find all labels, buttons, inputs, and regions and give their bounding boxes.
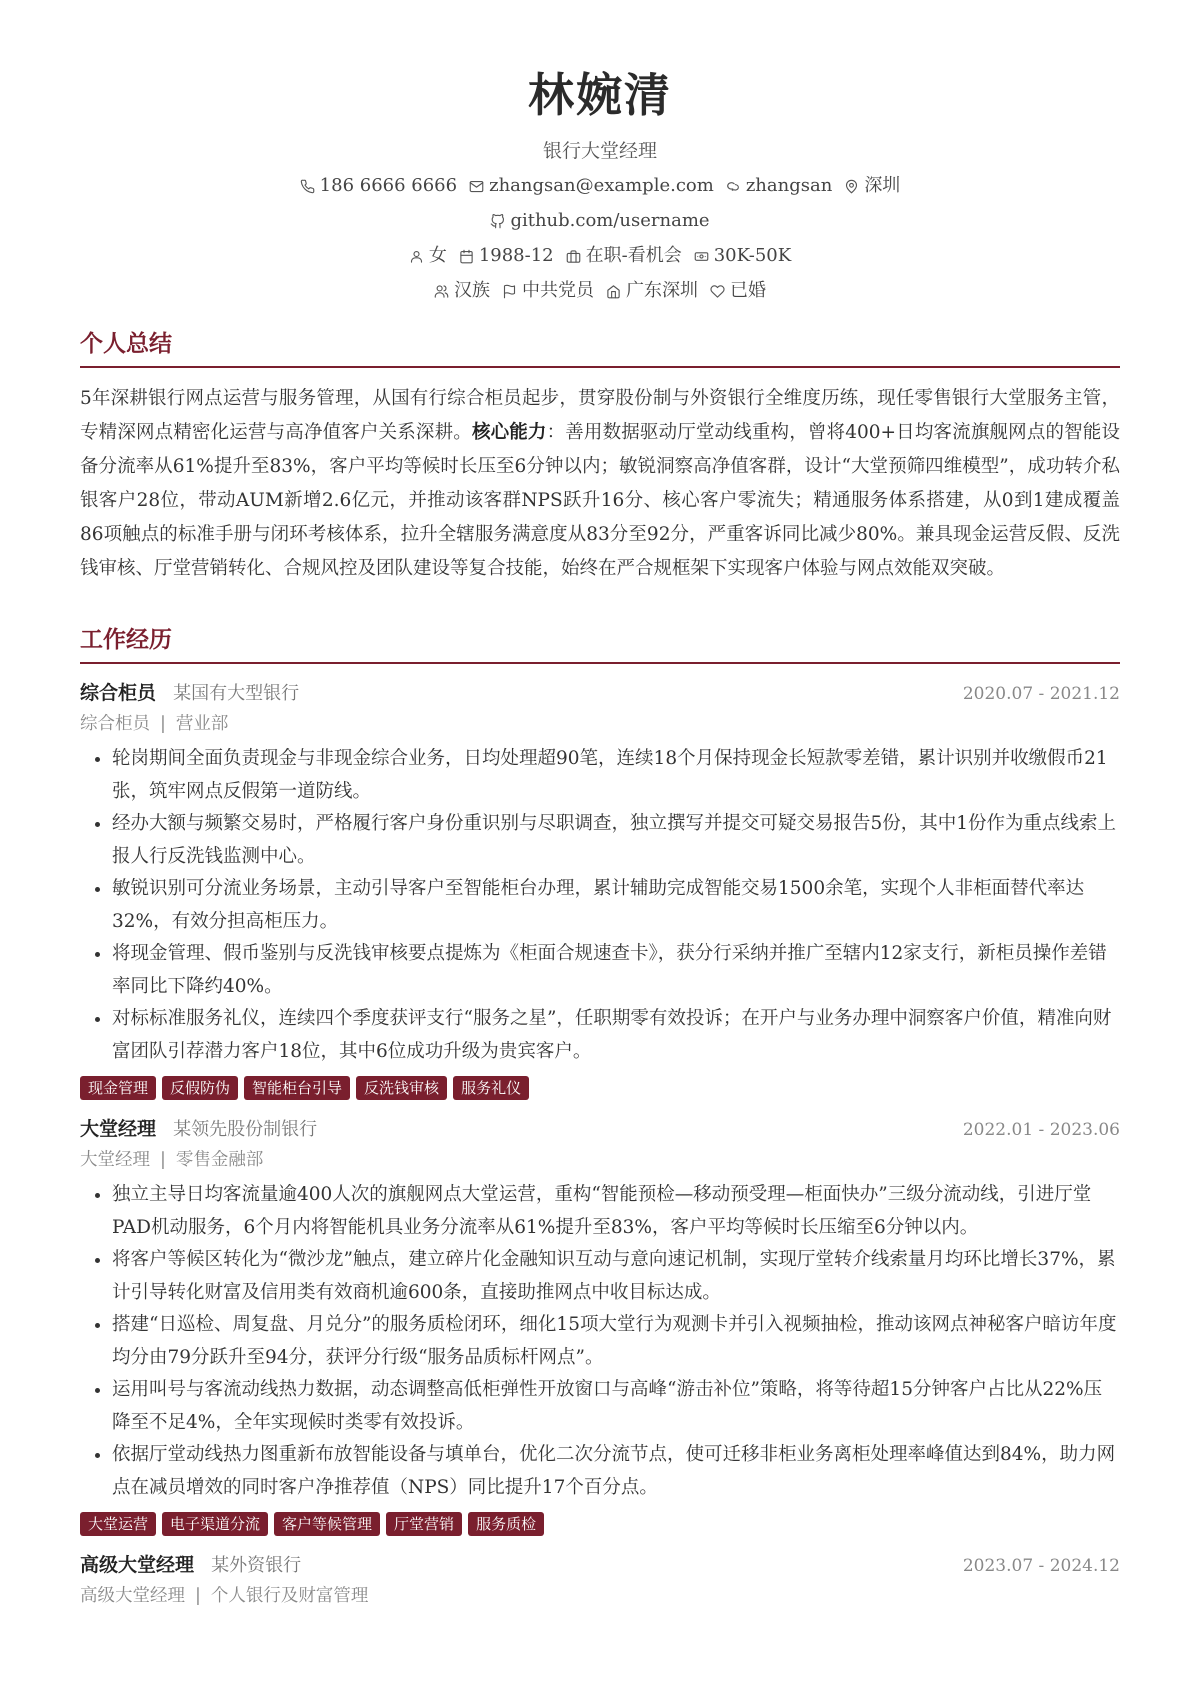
job-bullet: • 依据厅堂动线热力图重新布放智能设备与填单台，优化二次分流节点，使可迁移非柜业务离柜处理率峰值达到84%，助力网点在减员增效的同时客户净推荐值（NPS）同比提升17个百分点。	[112, 1439, 1120, 1504]
job-bullet: • 轮岗期间全面负责现金与非现金综合业务，日均处理超90笔，连续18个月保持现金长短款零差错，累计识别并收缴假币21张，筑牢网点反假第一道防线。	[112, 743, 1120, 808]
job-bullets	[80, 1179, 1120, 1504]
wechat-item[interactable]	[726, 173, 832, 199]
phone-item[interactable]	[300, 173, 457, 199]
skill-tag: 厅堂营销	[386, 1512, 462, 1536]
job-subline	[80, 709, 1120, 739]
email-text: zhangsan@example.com	[489, 175, 714, 196]
summary-section	[80, 328, 1120, 586]
job-company: 某领先股份制银行	[173, 1119, 318, 1140]
email-item[interactable]	[469, 173, 714, 199]
job-role: 综合柜员	[80, 682, 157, 704]
skill-tag: 智能柜台引导	[244, 1076, 350, 1100]
location-item	[844, 173, 900, 199]
job-header	[80, 678, 1120, 709]
status-text: 在职-看机会	[585, 245, 682, 266]
calendar-icon	[459, 249, 474, 264]
status-item	[566, 243, 682, 269]
gender-text: 女	[428, 245, 447, 266]
job-subline	[80, 1581, 1120, 1611]
skill-tag: 反洗钱审核	[356, 1076, 447, 1100]
job-bullet: • 将现金管理、假币鉴别与反洗钱审核要点提炼为《柜面合规速查卡》，获分行采纳并推广至辖内12家支行，新柜员操作差错率同比下降约40%。	[112, 938, 1120, 1003]
job-role: 高级大堂经理	[80, 1554, 195, 1576]
ethnicity-text: 汉族	[454, 280, 490, 301]
phone-text: 186 6666 6666	[319, 175, 458, 196]
skill-tag: 电子渠道分流	[162, 1512, 268, 1536]
user-icon	[409, 249, 424, 264]
summary-bold-label: 核心能力	[471, 422, 547, 443]
job-bullet: • 搭建“日巡检、周复盘、月兑分”的服务质检闭环，细化15项大堂行为观测卡并引入视频抽检，推动该网点神秘客户暗访年度均分由79分跃升至94分，获评分行级“服务品质标杆网点”。	[112, 1309, 1120, 1374]
job-department: 零售金融部	[175, 1150, 264, 1170]
job-header	[80, 1114, 1120, 1145]
job-date: 2023.07 - 2024.12	[962, 1556, 1120, 1576]
job-entry	[80, 1114, 1120, 1536]
heart-icon	[710, 284, 725, 299]
skill-tag: 大堂运营	[80, 1512, 156, 1536]
job-bullets	[80, 743, 1120, 1068]
work-section	[80, 624, 1120, 1611]
candidate-name: 林婉清	[528, 68, 672, 122]
skill-tags	[80, 1512, 1120, 1536]
github-text: github.com/username	[510, 210, 710, 231]
summary-part1: 5年深耕银行网点运营与服务管理，从国有行综合柜员起步，贯穿股份制与外资银行全维度历练，现任零售银行大堂服务主管，专精深网点精密化运营与高净值客户关系深耕。	[80, 388, 1120, 443]
gender-item	[409, 243, 447, 269]
job-separator: |	[195, 1586, 201, 1606]
personal-line-1	[80, 243, 1120, 269]
job-role: 大堂经理	[80, 1118, 157, 1140]
job-title: 银行大堂经理	[542, 140, 657, 162]
mail-icon	[469, 179, 484, 194]
contact-line	[80, 173, 1120, 199]
hometown-item	[606, 278, 698, 304]
job-department: 个人银行及财富管理	[210, 1586, 369, 1606]
birth-item	[459, 243, 554, 269]
job-bullet: • 独立主导日均客流量逾400人次的旗舰网点大堂运营，重构“智能预检—移动预受理—柜面快办”三级分流动线，引进厅堂PAD机动服务，6个月内将智能机具业务分流率从61%提升至83%，客户平均等候时长压缩至6分钟以内。	[112, 1179, 1120, 1244]
resume-header	[80, 0, 1120, 304]
wechat-icon	[726, 179, 741, 194]
hometown-text: 广东深圳	[626, 280, 698, 301]
job-company: 某国有大型银行	[173, 683, 300, 704]
job-header	[80, 1550, 1120, 1581]
skill-tag: 服务质检	[468, 1512, 544, 1536]
marital-text: 已婚	[730, 280, 766, 301]
politics-item	[502, 278, 594, 304]
job-position: 高级大堂经理	[80, 1586, 185, 1606]
location-icon	[844, 179, 859, 194]
skill-tag: 反假防伪	[162, 1076, 238, 1100]
ethnicity-item	[434, 278, 490, 304]
github-line	[80, 208, 1120, 234]
job-separator: |	[160, 714, 166, 734]
job-entry	[80, 678, 1120, 1100]
summary-part2: ：善用数据驱动厅堂动线重构，曾将400+日均客流旗舰网点的智能设备分流率从61%提升至83%，客户平均等候时长压至6分钟以内；敏锐洞察高净值客群，设计“大堂预筛四维模型”，成功转介私银客户28位，带动AUM新增2.6亿元，并推动该客群NPS跃升16分、核心客户零流失；精通服务体系搭建，从0到1建成覆盖86项触点的标准手册与闭环考核体系，拉升全辖服务满意度从83分至92分，严重客诉同比减少80%。兼具现金运营反假、反洗钱审核、厅堂营销转化、合规风控及团队建设等复合技能，始终在严合规框架下实现客户体验与网点效能双突破。	[80, 422, 1120, 579]
job-bullet: • 经办大额与频繁交易时，严格履行客户身份重识别与尽职调查，独立撰写并提交可疑交易报告5份，其中1份作为重点线索上报人行反洗钱监测中心。	[112, 808, 1120, 873]
job-date: 2020.07 - 2021.12	[962, 684, 1120, 704]
job-subline	[80, 1145, 1120, 1175]
job-separator: |	[160, 1150, 166, 1170]
birth-text: 1988-12	[478, 245, 554, 266]
phone-icon	[300, 179, 315, 194]
skill-tag: 现金管理	[80, 1076, 156, 1100]
job-position: 大堂经理	[80, 1150, 150, 1170]
job-company: 某外资银行	[211, 1555, 302, 1576]
github-icon	[490, 214, 505, 229]
politics-text: 中共党员	[522, 280, 594, 301]
wechat-text: zhangsan	[745, 175, 833, 196]
job-bullet: • 将客户等候区转化为“微沙龙”触点，建立碎片化金融知识互动与意向速记机制，实现厅堂转介线索量月均环比增长37%，累计引导转化财富及信用类有效商机逾600条，直接助推网点中收目标达成。	[112, 1244, 1120, 1309]
skill-tag: 客户等候管理	[274, 1512, 380, 1536]
summary-heading: 个人总结	[80, 328, 1120, 368]
money-icon	[694, 249, 709, 264]
job-position: 综合柜员	[80, 714, 150, 734]
job-bullet: • 对标标准服务礼仪，连续四个季度获评支行“服务之星”，任职期零有效投诉；在开户与业务办理中洞察客户价值，精准向财富团队引荐潜力客户18位，其中6位成功升级为贵宾客户。	[112, 1003, 1120, 1068]
personal-line-2	[80, 278, 1120, 304]
summary-text	[80, 382, 1120, 586]
skill-tag: 服务礼仪	[453, 1076, 529, 1100]
job-date: 2022.01 - 2023.06	[962, 1120, 1120, 1140]
work-heading: 工作经历	[80, 624, 1120, 664]
home-icon	[606, 284, 621, 299]
marital-item	[710, 278, 766, 304]
people-icon	[434, 284, 449, 299]
job-department: 营业部	[175, 714, 229, 734]
briefcase-icon	[566, 249, 581, 264]
job-entry	[80, 1550, 1120, 1611]
job-bullet: • 敏锐识别可分流业务场景，主动引导客户至智能柜台办理，累计辅助完成智能交易1500余笔，实现个人非柜面替代率达32%，有效分担高柜压力。	[112, 873, 1120, 938]
skill-tags	[80, 1076, 1120, 1100]
job-bullet: • 运用叫号与客流动线热力数据，动态调整高低柜弹性开放窗口与高峰“游击补位”策略，将等待超15分钟客户占比从22%压降至不足4%，全年实现候时类零有效投诉。	[112, 1374, 1120, 1439]
github-item[interactable]	[490, 208, 709, 234]
salary-item	[694, 243, 791, 269]
salary-text: 30K-50K	[713, 245, 792, 266]
flag-icon	[502, 284, 517, 299]
location-text: 深圳	[864, 175, 901, 196]
